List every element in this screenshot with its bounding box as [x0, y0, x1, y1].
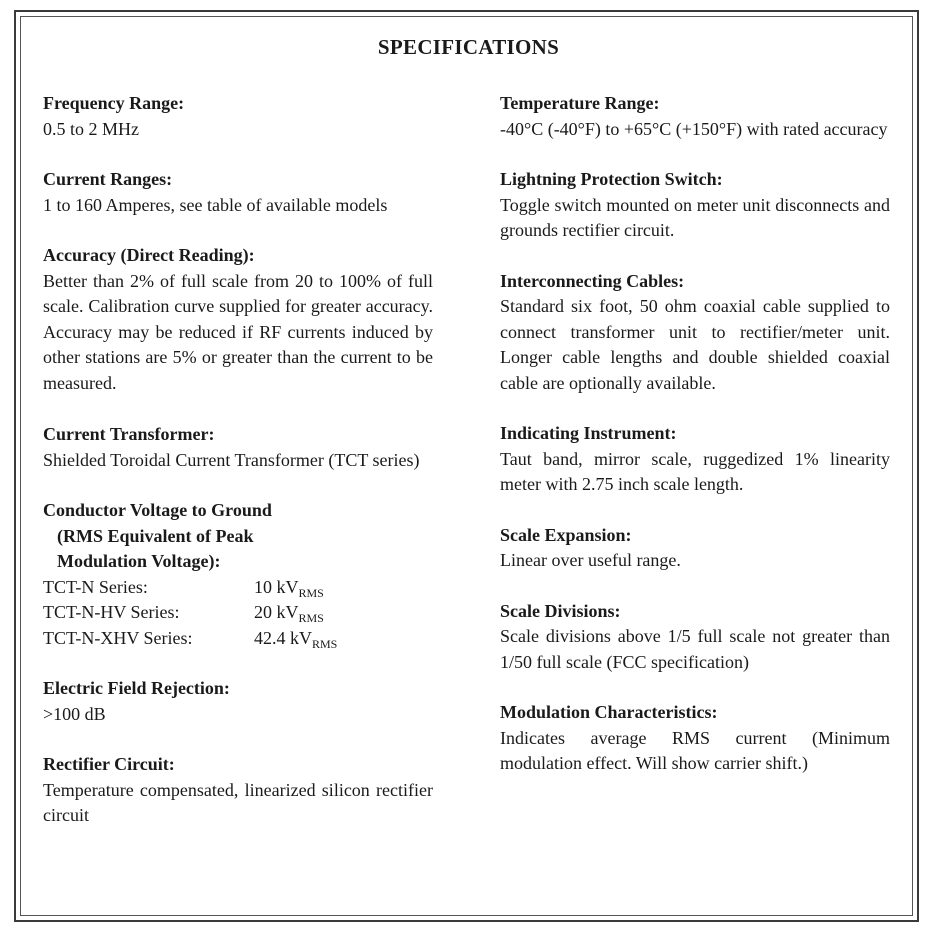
voltage-value: 10 $kV_{RMS}$: [254, 576, 324, 600]
spec-title: Interconnecting Cables:: [500, 270, 685, 291]
voltage-unit: RMS: [298, 585, 324, 600]
voltage-row: [43, 600, 433, 626]
spec-body: Toggle switch mounted on meter unit disconnects and grounds rectifier circuit.: [500, 194, 890, 240]
spec-body: Shielded Toroidal Current Transformer (TCT series): [43, 449, 420, 470]
spec-current-ranges: [43, 167, 433, 218]
spec-title: Current Transformer:: [43, 424, 215, 444]
spec-title: Indicating Instrument:: [500, 423, 677, 443]
voltage-unit: RMS: [312, 636, 338, 651]
spec-body: Scale divisions above 1/5 full scale not greater than 1/50 full scale (FCC specification): [500, 626, 890, 672]
spec-title: Current Ranges:: [43, 169, 173, 189]
spec-indicating-instrument: [500, 421, 890, 498]
spec-title: Accuracy (Direct Reading):: [43, 245, 255, 265]
right-column: [500, 91, 890, 802]
spec-title: Frequency Range:: [43, 93, 185, 113]
spec-title: Lightning Protection Switch:: [500, 169, 723, 189]
series-name: TCT-N-HV Series:: [43, 602, 180, 622]
spec-title-line: Modulation Voltage):: [57, 551, 221, 571]
spec-body: 0.5 to 2 MHz: [43, 118, 139, 139]
spec-frequency-range: [43, 91, 433, 142]
voltage-value: 42.4 $kV_{RMS}$: [254, 627, 338, 651]
spec-body: Better than 2% of full scale from 20 to 100% of full scale. Calibration curve supplied for greater accuracy. Accuracy may be reduced if RF currents induced by other stations are 5% or greater than the current to be measured.: [43, 270, 433, 393]
spec-current-transformer: [43, 422, 433, 473]
spec-body: Temperature compensated, linearized silicon rectifier circuit: [43, 779, 433, 825]
spec-title: Modulation Characteristics:: [500, 702, 718, 722]
spec-body: Taut band, mirror scale, ruggedized 1% linearity meter with 2.75 inch scale length.: [500, 448, 890, 494]
voltage-row: [43, 626, 433, 652]
spec-conductor-voltage: [43, 498, 433, 651]
spec-title-line: (RMS Equivalent of Peak: [57, 525, 254, 546]
spec-body: Indicates average RMS current (Minimum modulation effect. Will show carrier shift.): [500, 727, 890, 773]
left-column: [43, 91, 433, 854]
voltage-row: [43, 575, 433, 601]
spec-scale-divisions: [500, 599, 890, 676]
spec-body: Standard six foot, 50 ohm coaxial cable supplied to connect transformer unit to rectifier/meter unit. Longer cable lengths and double shielded coaxial cable are optionally available.: [500, 296, 890, 393]
voltage-value: 20 $kV_{RMS}$: [254, 602, 324, 625]
spec-title-line: Conductor Voltage to Ground: [43, 500, 272, 520]
spec-title: Scale Expansion:: [500, 524, 632, 545]
spec-temperature-range: [500, 91, 890, 142]
spec-title: Scale Divisions:: [500, 600, 621, 621]
page-title: SPECIFICATIONS: [377, 35, 560, 59]
spec-accuracy: [43, 243, 433, 396]
spec-scale-expansion: [500, 523, 890, 574]
spec-lightning-switch: [500, 167, 890, 244]
spec-title: Temperature Range:: [500, 93, 660, 113]
spec-modulation-characteristics: [500, 700, 890, 777]
spec-title: Rectifier Circuit:: [43, 754, 175, 774]
spec-rectifier-circuit: [43, 752, 433, 829]
voltage-unit: RMS: [298, 611, 324, 625]
spec-body: Linear over useful range.: [500, 550, 681, 570]
spec-body: >100 dB: [43, 703, 106, 724]
series-name: TCT-N Series:: [43, 576, 148, 597]
spec-field-rejection: [43, 676, 433, 727]
series-name: TCT-N-XHV Series:: [43, 627, 193, 648]
spec-body: -40°C (-40°F) to +65°C (+150°F) with rated accuracy: [500, 118, 888, 139]
spec-title: Electric Field Rejection:: [43, 678, 230, 698]
spec-interconnecting-cables: [500, 269, 890, 397]
spec-body: 1 to 160 Amperes, see table of available models: [43, 194, 388, 215]
